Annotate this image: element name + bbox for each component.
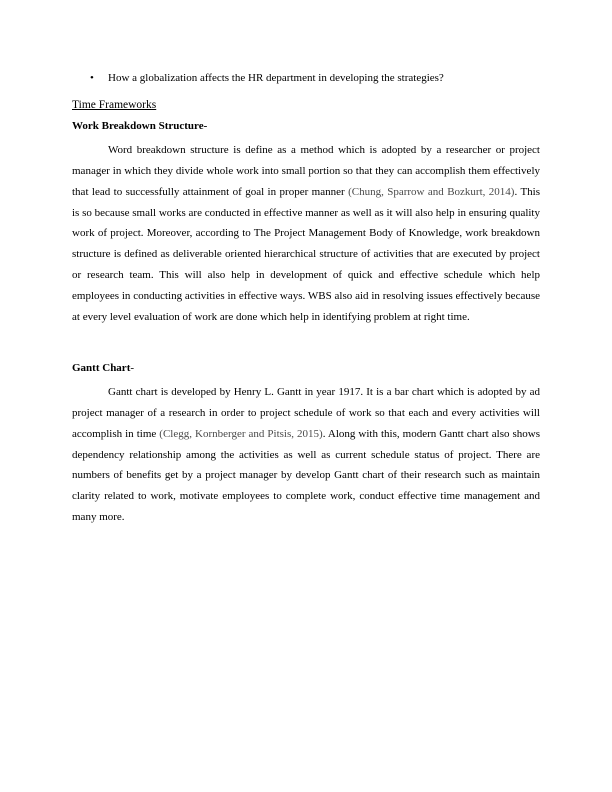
bullet-icon: • xyxy=(90,72,94,84)
gantt-heading-text: Gantt Chart xyxy=(72,362,131,374)
gantt-paragraph xyxy=(72,382,540,528)
wbs-para-part2: . This is so because small works are conducted in effective manner as well as it will also help in ensuring quality work of project. Moreover, according to The Project Management Body of Knowledge, work breakdown structure is defined as deliverable oriented hierarchical structure of activities that are executed by project or research team. This will also help in development of quick and effective schedule which help employees in conducting activities in effective ways. WBS also aid in resolving issues effectively because at every level evaluation of work are done which help in identifying problem at right time. xyxy=(72,185,541,323)
wbs-heading xyxy=(72,118,207,134)
wbs-para-part1: Word breakdown structure is define as a method which is adopted by a researcher or project manager in which they divide whole work into small portion so that they can accomplish them effectively that lead to successfully attainment of goal in proper manner xyxy=(72,144,540,198)
gantt-heading-suffix: - xyxy=(130,362,135,374)
gantt-para-part2: . Along with this, modern Gantt chart also shows dependency relationship among the activities as well as current schedule status of project. There are numbers of benefits get by a project manager by develop Gantt chart of their research such as maintain clarity related to work, motivate employees to complete work, conduct effective time management and many more. xyxy=(72,427,541,524)
wbs-paragraph xyxy=(72,140,540,328)
bullet-list-item xyxy=(90,70,540,86)
bullet-text: How a globalization affects the HR department in developing the strategies? xyxy=(108,72,444,84)
gantt-citation: (Clegg, Kornberger and Pitsis, 2015) xyxy=(159,427,323,440)
section-title: Time Frameworks xyxy=(72,99,157,111)
gantt-para-part1: Gantt chart is developed by Henry L. Gantt in year 1917. It is a bar chart which is adopted by ad project manager of a research in order to project schedule of work so that each and every activities will accomplish in time xyxy=(72,386,540,440)
wbs-heading-suffix: - xyxy=(203,120,208,132)
wbs-heading-text: Work Breakdown Structure xyxy=(72,120,204,132)
gantt-heading xyxy=(72,360,134,376)
wbs-citation: (Chung, Sparrow and Bozkurt, 2014) xyxy=(348,185,515,198)
